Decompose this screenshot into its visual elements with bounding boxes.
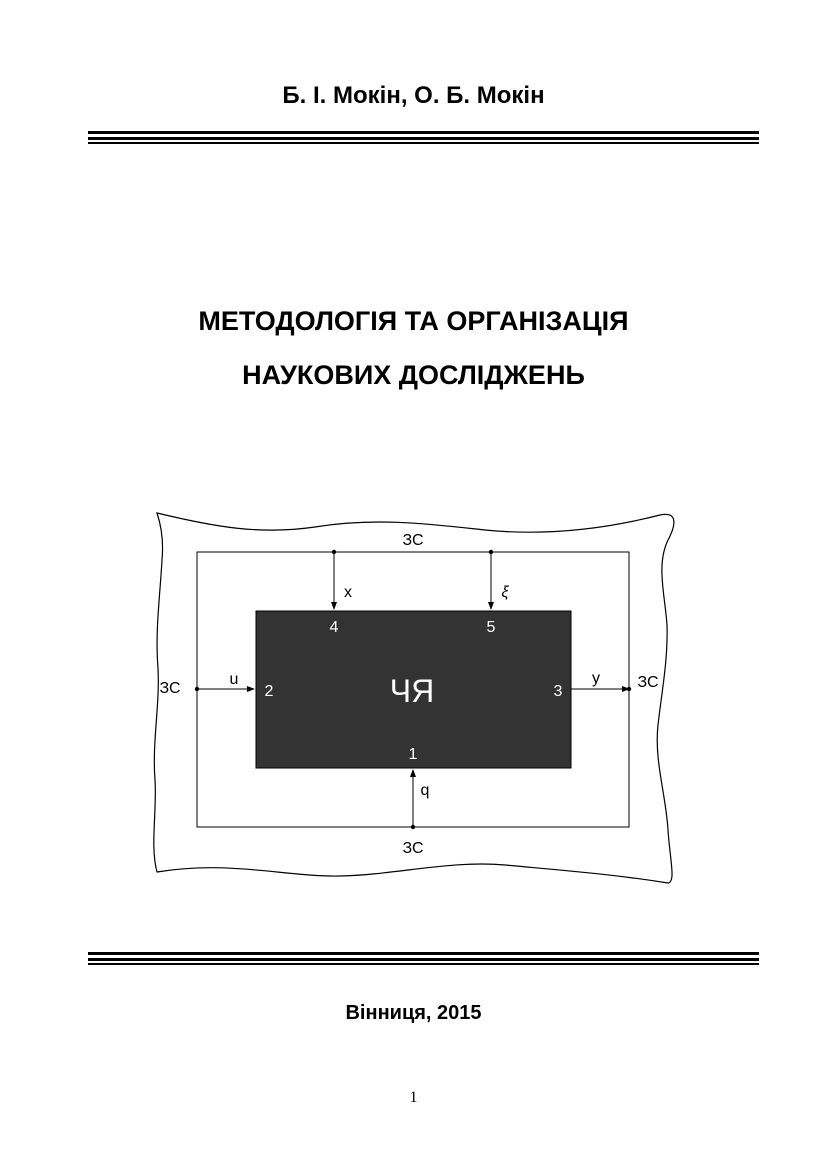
port-4-label: 4 <box>329 619 339 636</box>
input-x-node <box>332 550 336 554</box>
port-2-label: 2 <box>264 683 274 700</box>
input-x-label: x <box>344 584 352 601</box>
book-title-line-1: МЕТОДОЛОГІЯ ТА ОРГАНІЗАЦІЯ <box>198 306 629 336</box>
environment-label-top: ЗС <box>402 532 424 549</box>
authors: Б. І. Мокін, О. Б. Мокін <box>282 82 545 109</box>
port-5-label: 5 <box>486 619 496 636</box>
publication-city-year: Вінниця, 2015 <box>345 1002 482 1024</box>
input-q-label: q <box>420 782 430 799</box>
book-title-line-2: НАУКОВИХ ДОСЛІДЖЕНЬ <box>242 360 585 390</box>
input-xi-label: ξ <box>501 584 509 601</box>
black-box-label: ЧЯ <box>389 673 435 709</box>
output-y-node <box>627 687 631 691</box>
output-y-label: y <box>592 670 600 687</box>
input-u-label: u <box>229 671 239 688</box>
input-u-node <box>195 687 199 691</box>
port-3-label: 3 <box>553 683 563 700</box>
input-q-node <box>411 825 415 829</box>
environment-label-left: ЗС <box>159 680 181 697</box>
environment-label-bottom: ЗС <box>402 840 424 857</box>
page-number: 1 <box>409 1089 418 1106</box>
input-xi-node <box>489 550 493 554</box>
bottom-decorative-rule <box>88 952 759 968</box>
environment-label-right: ЗС <box>637 674 659 691</box>
port-1-label: 1 <box>408 746 418 763</box>
